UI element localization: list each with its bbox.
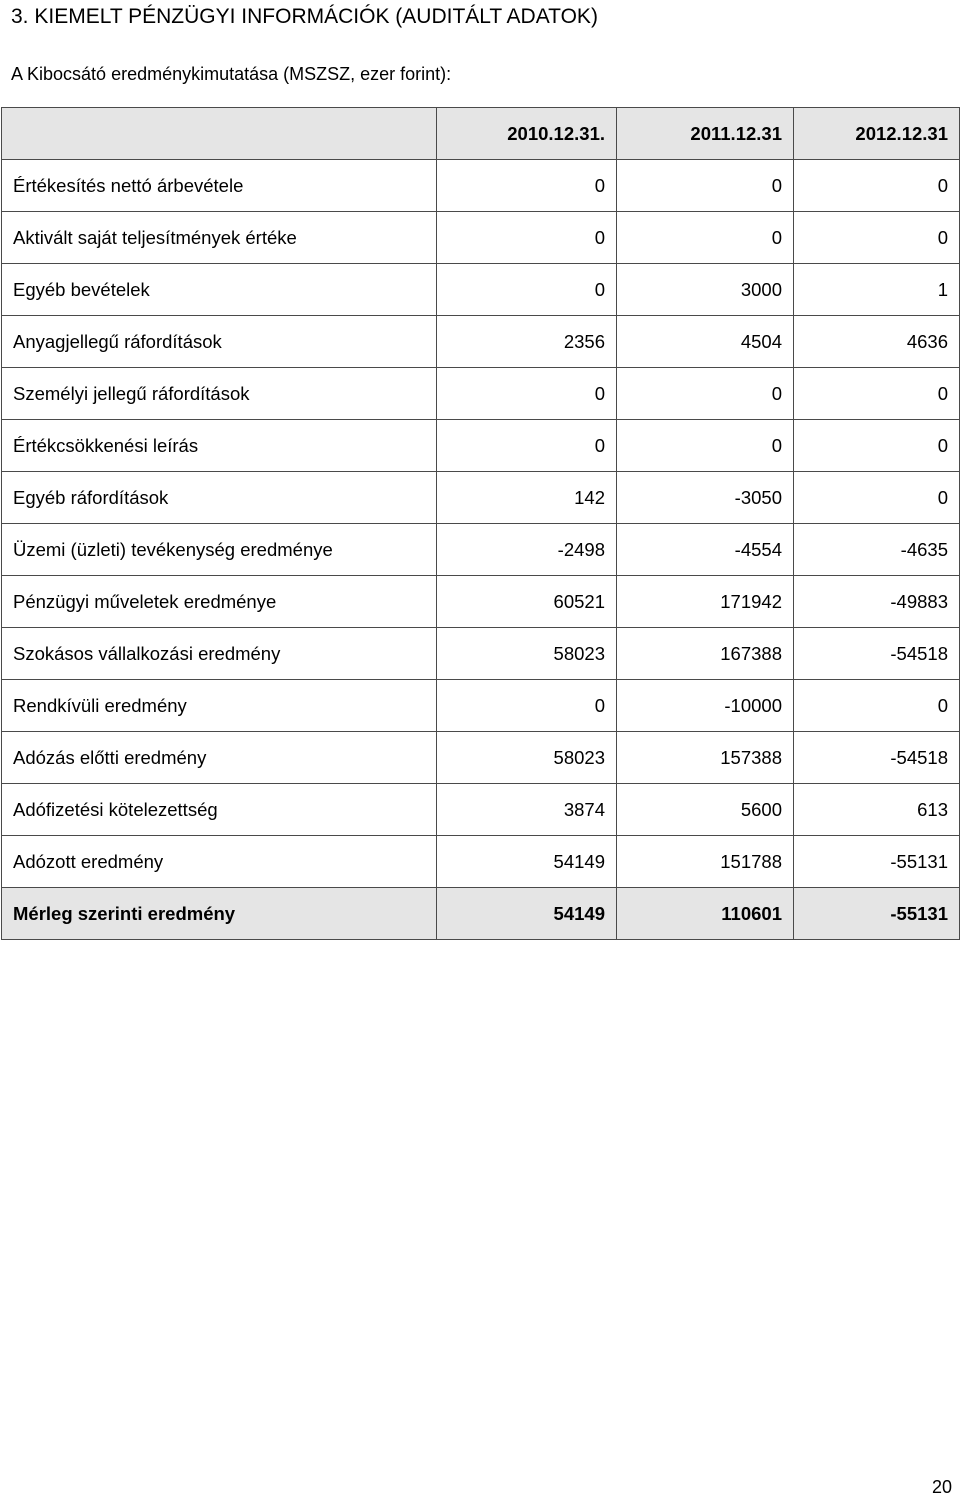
header-year-2010: 2010.12.31. <box>437 108 617 160</box>
page-number: 20 <box>931 1477 952 1497</box>
total-value-2010: 54149 <box>437 888 617 940</box>
row-value-2012: -54518 <box>794 628 960 680</box>
row-value-2011: 157388 <box>617 732 794 784</box>
table-header-row <box>2 108 960 160</box>
row-label: Anyagjellegű ráfordítások <box>2 316 437 368</box>
table-row <box>2 420 960 472</box>
row-label: Rendkívüli eredmény <box>2 680 437 732</box>
table-row <box>2 472 960 524</box>
row-value-2012: -55131 <box>794 836 960 888</box>
row-value-2011: 3000 <box>617 264 794 316</box>
row-value-2010: 0 <box>437 420 617 472</box>
row-value-2012: 0 <box>794 420 960 472</box>
row-value-2010: 0 <box>437 212 617 264</box>
row-value-2010: 3874 <box>437 784 617 836</box>
table-row <box>2 628 960 680</box>
header-year-2011: 2011.12.31 <box>617 108 794 160</box>
row-label: Aktivált saját teljesítmények értéke <box>2 212 437 264</box>
section-heading: 3. KIEMELT PÉNZÜGYI INFORMÁCIÓK (AUDITÁLT ADATOK) <box>11 5 598 28</box>
row-value-2012: -49883 <box>794 576 960 628</box>
row-value-2011: -4554 <box>617 524 794 576</box>
row-value-2011: -3050 <box>617 472 794 524</box>
table-row <box>2 264 960 316</box>
row-label: Üzemi (üzleti) tevékenység eredménye <box>2 524 437 576</box>
total-row <box>2 888 960 940</box>
row-value-2011: 151788 <box>617 836 794 888</box>
row-value-2012: 0 <box>794 472 960 524</box>
total-value-2011: 110601 <box>617 888 794 940</box>
row-value-2010: 2356 <box>437 316 617 368</box>
row-value-2012: 613 <box>794 784 960 836</box>
row-value-2012: -54518 <box>794 732 960 784</box>
row-value-2011: 171942 <box>617 576 794 628</box>
row-value-2011: 0 <box>617 420 794 472</box>
header-label-cell <box>2 108 437 160</box>
row-label: Pénzügyi műveletek eredménye <box>2 576 437 628</box>
row-value-2010: -2498 <box>437 524 617 576</box>
row-value-2012: 0 <box>794 212 960 264</box>
row-value-2010: 54149 <box>437 836 617 888</box>
row-value-2012: 4636 <box>794 316 960 368</box>
row-value-2010: 60521 <box>437 576 617 628</box>
row-value-2011: 0 <box>617 368 794 420</box>
row-label: Szokásos vállalkozási eredmény <box>2 628 437 680</box>
table-caption: A Kibocsátó eredménykimutatása (MSZSZ, ezer forint): <box>11 64 452 84</box>
row-value-2010: 142 <box>437 472 617 524</box>
row-label: Értékesítés nettó árbevétele <box>2 160 437 212</box>
row-value-2011: 0 <box>617 160 794 212</box>
row-value-2011: 0 <box>617 212 794 264</box>
row-value-2010: 0 <box>437 264 617 316</box>
row-label: Adózás előtti eredmény <box>2 732 437 784</box>
header-year-2012: 2012.12.31 <box>794 108 960 160</box>
row-value-2010: 58023 <box>437 732 617 784</box>
row-value-2012: -4635 <box>794 524 960 576</box>
table-row <box>2 732 960 784</box>
row-label: Értékcsökkenési leírás <box>2 420 437 472</box>
table-row <box>2 368 960 420</box>
table-row <box>2 160 960 212</box>
row-value-2011: 5600 <box>617 784 794 836</box>
table-row <box>2 576 960 628</box>
row-value-2010: 0 <box>437 368 617 420</box>
row-value-2011: 167388 <box>617 628 794 680</box>
total-label: Mérleg szerinti eredmény <box>2 888 437 940</box>
row-value-2010: 58023 <box>437 628 617 680</box>
row-label: Személyi jellegű ráfordítások <box>2 368 437 420</box>
row-value-2011: 4504 <box>617 316 794 368</box>
row-label: Egyéb bevételek <box>2 264 437 316</box>
row-value-2010: 0 <box>437 160 617 212</box>
table-row <box>2 836 960 888</box>
table-row <box>2 524 960 576</box>
table-row <box>2 316 960 368</box>
row-value-2012: 1 <box>794 264 960 316</box>
table-row <box>2 784 960 836</box>
row-value-2012: 0 <box>794 368 960 420</box>
row-value-2010: 0 <box>437 680 617 732</box>
table-row <box>2 680 960 732</box>
row-label: Egyéb ráfordítások <box>2 472 437 524</box>
table-row <box>2 212 960 264</box>
row-value-2012: 0 <box>794 160 960 212</box>
row-value-2012: 0 <box>794 680 960 732</box>
row-value-2011: -10000 <box>617 680 794 732</box>
row-label: Adózott eredmény <box>2 836 437 888</box>
income-statement-table <box>1 107 960 940</box>
row-label: Adófizetési kötelezettség <box>2 784 437 836</box>
total-value-2012: -55131 <box>794 888 960 940</box>
